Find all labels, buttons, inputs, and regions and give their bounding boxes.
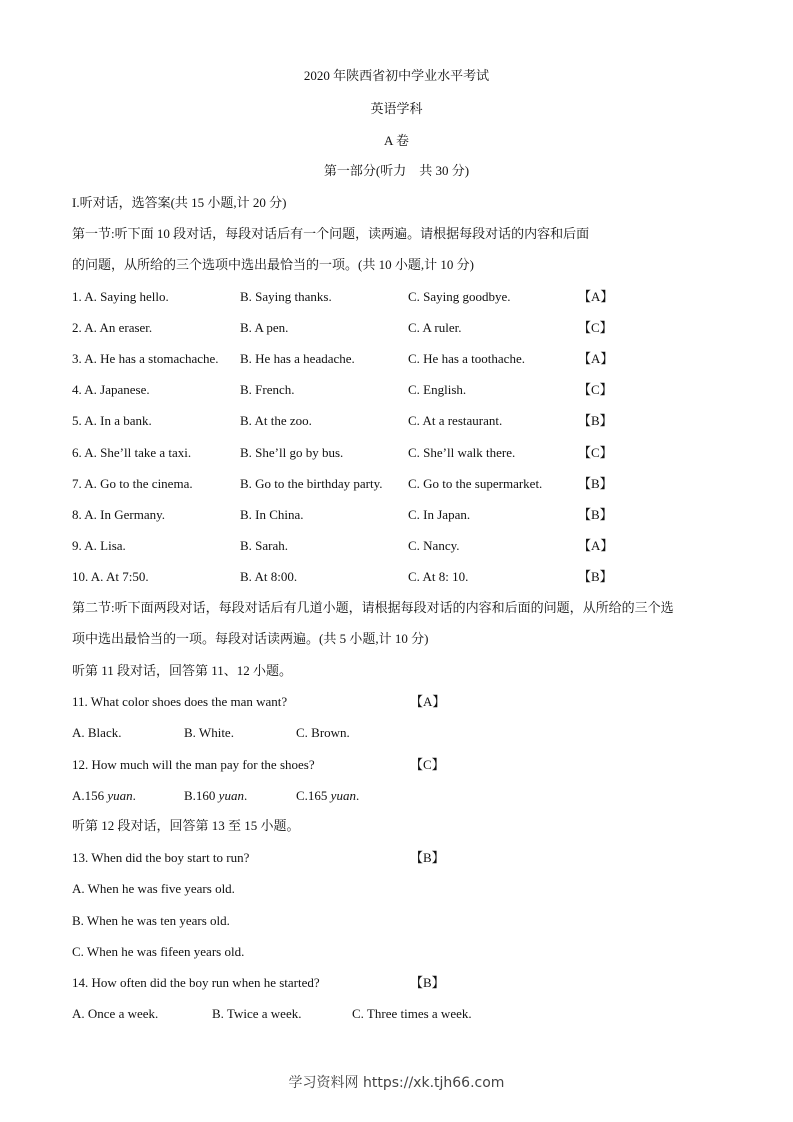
option-a: 7. A. Go to the cinema.	[72, 476, 193, 491]
answer-mark: 【B】	[578, 413, 613, 428]
answer-mark: 【A】	[410, 694, 446, 709]
section2-instruction-line1: 第二节:听下面两段对话，每段对话后有几道小题，请根据每段对话的内容和后面的问题，从所给的三个选	[72, 600, 674, 615]
footer-watermark: 学习资料网 https://xk.tjh66.com	[288, 1075, 505, 1091]
option-c: C. She’ll walk there.	[408, 445, 516, 460]
answer-mark: 【B】	[410, 850, 445, 865]
option-b: B. He has a headache.	[240, 351, 355, 366]
question-12: 12. How much will the man pay for the shoes?	[72, 757, 315, 772]
option-c: C. At 8: 10.	[408, 569, 469, 584]
option-b: B. White.	[184, 725, 234, 740]
option-c: C. Go to the supermarket.	[408, 476, 543, 491]
option-b: B. Sarah.	[240, 538, 289, 553]
option-b: B. At the zoo.	[240, 413, 312, 428]
dialogue-11-intro: 听第 11 段对话，回答第 11、12 小题。	[72, 663, 293, 678]
option-b: B. Go to the birthday party.	[240, 476, 383, 491]
option-c: C. Three times a week.	[352, 1006, 472, 1021]
option-c: C.165 yuan.	[296, 788, 360, 803]
option-a: A. Black.	[72, 725, 122, 740]
option-a: A. When he was five years old.	[72, 881, 235, 896]
answer-mark: 【C】	[578, 320, 613, 335]
section2-instruction-line2: 项中选出最恰当的一项。每段对话读两遍。(共 5 小题,计 10 分)	[72, 631, 429, 646]
option-b: B. Twice a week.	[212, 1006, 302, 1021]
section1-instruction-line2: 的问题，从所给的三个选项中选出最恰当的一项。(共 10 小题,计 10 分)	[72, 257, 474, 272]
question-13: 13. When did the boy start to run?	[72, 850, 250, 865]
answer-mark: 【A】	[578, 289, 614, 304]
option-c: C. In Japan.	[408, 507, 471, 522]
option-c: C. Nancy.	[408, 538, 460, 553]
option-a: 8. A. In Germany.	[72, 507, 166, 522]
paper-label: A 卷	[384, 133, 409, 148]
question-14: 14. How often did the boy run when he started?	[72, 975, 320, 990]
option-b: B. When he was ten years old.	[72, 913, 230, 928]
option-c: C. At a restaurant.	[408, 413, 503, 428]
option-b: B. Saying thanks.	[240, 289, 332, 304]
option-b: B. At 8:00.	[240, 569, 298, 584]
option-c: C. A ruler.	[408, 320, 462, 335]
answer-mark: 【C】	[578, 382, 613, 397]
option-b: B.160 yuan.	[184, 788, 248, 803]
answer-mark: 【B】	[410, 975, 445, 990]
answer-mark: 【C】	[578, 445, 613, 460]
answer-mark: 【C】	[410, 757, 445, 772]
option-c: C. He has a toothache.	[408, 351, 525, 366]
option-a: 5. A. In a bank.	[72, 413, 152, 428]
subject-title: 英语学科	[370, 101, 423, 116]
option-a: 9. A. Lisa.	[72, 538, 126, 553]
question-11: 11. What color shoes does the man want?	[72, 694, 288, 709]
option-c: C. English.	[408, 382, 467, 397]
answer-mark: 【B】	[578, 476, 613, 491]
option-c: C. When he was fifeen years old.	[72, 944, 245, 959]
option-a: 3. A. He has a stomachache.	[72, 351, 219, 366]
option-a: 2. A. An eraser.	[72, 320, 153, 335]
section-heading: I.听对话，选答案(共 15 小题,计 20 分)	[72, 195, 287, 210]
option-b: B. French.	[240, 382, 295, 397]
option-c: C. Brown.	[296, 725, 350, 740]
option-a: 1. A. Saying hello.	[72, 289, 169, 304]
dialogue-12-intro: 听第 12 段对话，回答第 13 至 15 小题。	[72, 818, 300, 833]
answer-mark: 【B】	[578, 569, 613, 584]
answer-mark: 【B】	[578, 507, 613, 522]
option-b: B. In China.	[240, 507, 304, 522]
option-b: B. A pen.	[240, 320, 289, 335]
answer-mark: 【A】	[578, 351, 614, 366]
option-a: 6. A. She’ll take a taxi.	[72, 445, 192, 460]
section1-instruction-line1: 第一节:听下面 10 段对话，每段对话后有一个问题，读两遍。请根据每段对话的内容和后面	[72, 226, 590, 241]
part-title: 第一部分(听力 共 30 分)	[323, 163, 470, 178]
option-c: C. Saying goodbye.	[408, 289, 511, 304]
option-a: A. Once a week.	[72, 1006, 159, 1021]
answer-mark: 【A】	[578, 538, 614, 553]
option-a: A.156 yuan.	[72, 788, 136, 803]
exam-title: 2020 年陕西省初中学业水平考试	[303, 68, 490, 83]
option-b: B. She’ll go by bus.	[240, 445, 344, 460]
option-a: 10. A. At 7:50.	[72, 569, 149, 584]
option-a: 4. A. Japanese.	[72, 382, 150, 397]
